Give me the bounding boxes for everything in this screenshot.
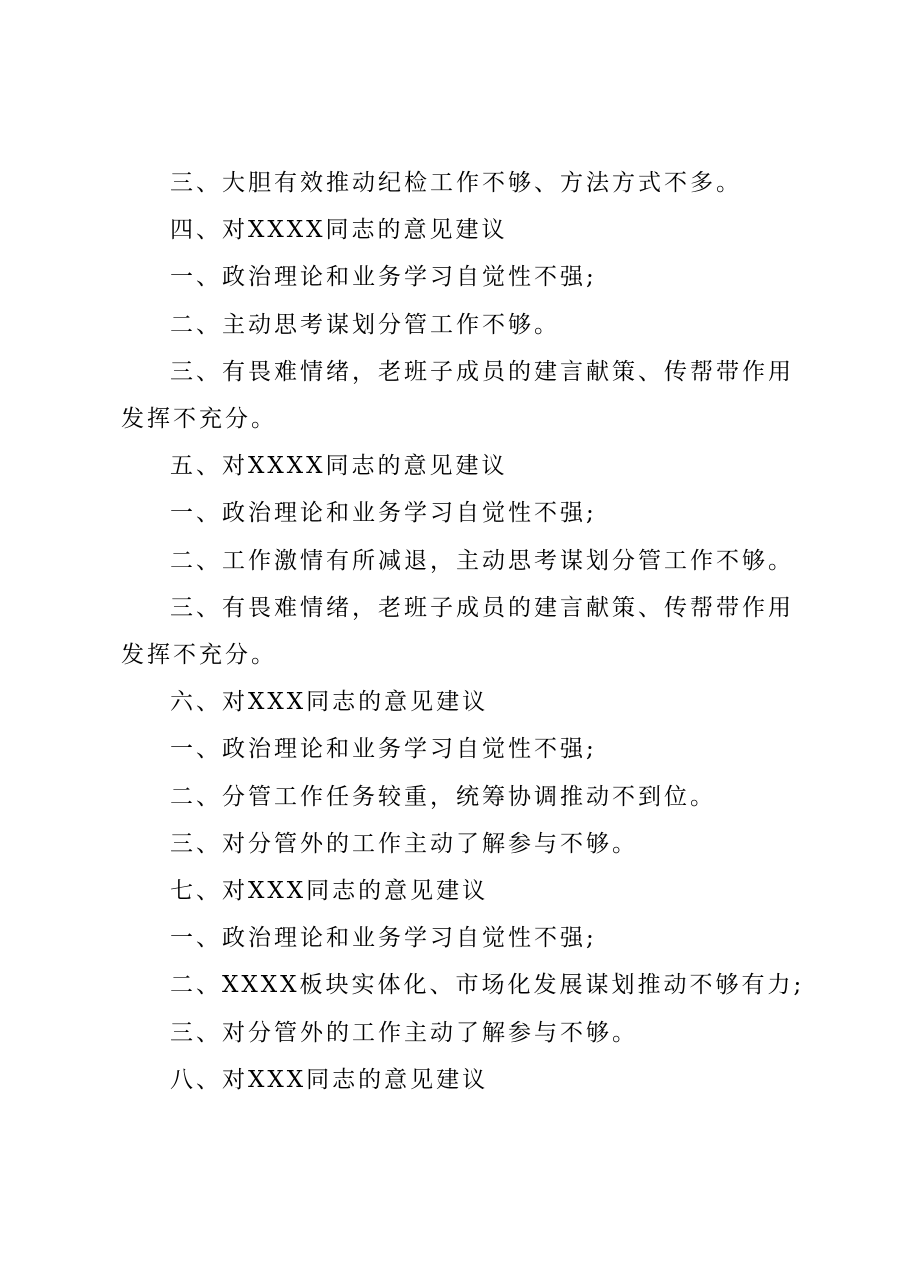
- section-heading: 五、对XXXX同志的意见建议: [170, 453, 508, 480]
- paragraph-item: 三、有畏难情绪，老班子成员的建言献策、传帮带作用发挥不充分。: [121, 594, 794, 669]
- paragraph-item: 二、XXXX板块实体化、市场化发展谋划推动不够有力;: [170, 972, 805, 999]
- paragraph-item: 一、政治理论和业务学习自觉性不强;: [170, 264, 597, 291]
- paragraph-item: 二、工作激情有所减退，主动思考谋划分管工作不够。: [170, 547, 794, 574]
- section-heading: 六、对XXX同志的意见建议: [170, 689, 489, 716]
- paragraph-item: 一、政治理论和业务学习自觉性不强;: [170, 925, 597, 952]
- paragraph-item: 一、政治理论和业务学习自觉性不强;: [170, 500, 597, 527]
- paragraph-item: 二、分管工作任务较重，统筹协调推动不到位。: [170, 783, 716, 810]
- section-heading: 四、对XXXX同志的意见建议: [170, 217, 508, 244]
- section-heading: 八、对XXX同志的意见建议: [170, 1066, 489, 1093]
- paragraph-item: 二、主动思考谋划分管工作不够。: [170, 311, 560, 338]
- document-body: [121, 160, 811, 1104]
- paragraph-item: 三、有畏难情绪，老班子成员的建言献策、传帮带作用发挥不充分。: [121, 358, 794, 433]
- paragraph-item: 三、大胆有效推动纪检工作不够、方法方式不多。: [170, 170, 742, 196]
- paragraph-item: 一、政治理论和业务学习自觉性不强;: [170, 736, 597, 763]
- paragraph-item: 三、对分管外的工作主动了解参与不够。: [170, 830, 638, 857]
- paragraph-item: 三、对分管外的工作主动了解参与不够。: [170, 1019, 638, 1046]
- section-heading: 七、对XXX同志的意见建议: [170, 878, 489, 905]
